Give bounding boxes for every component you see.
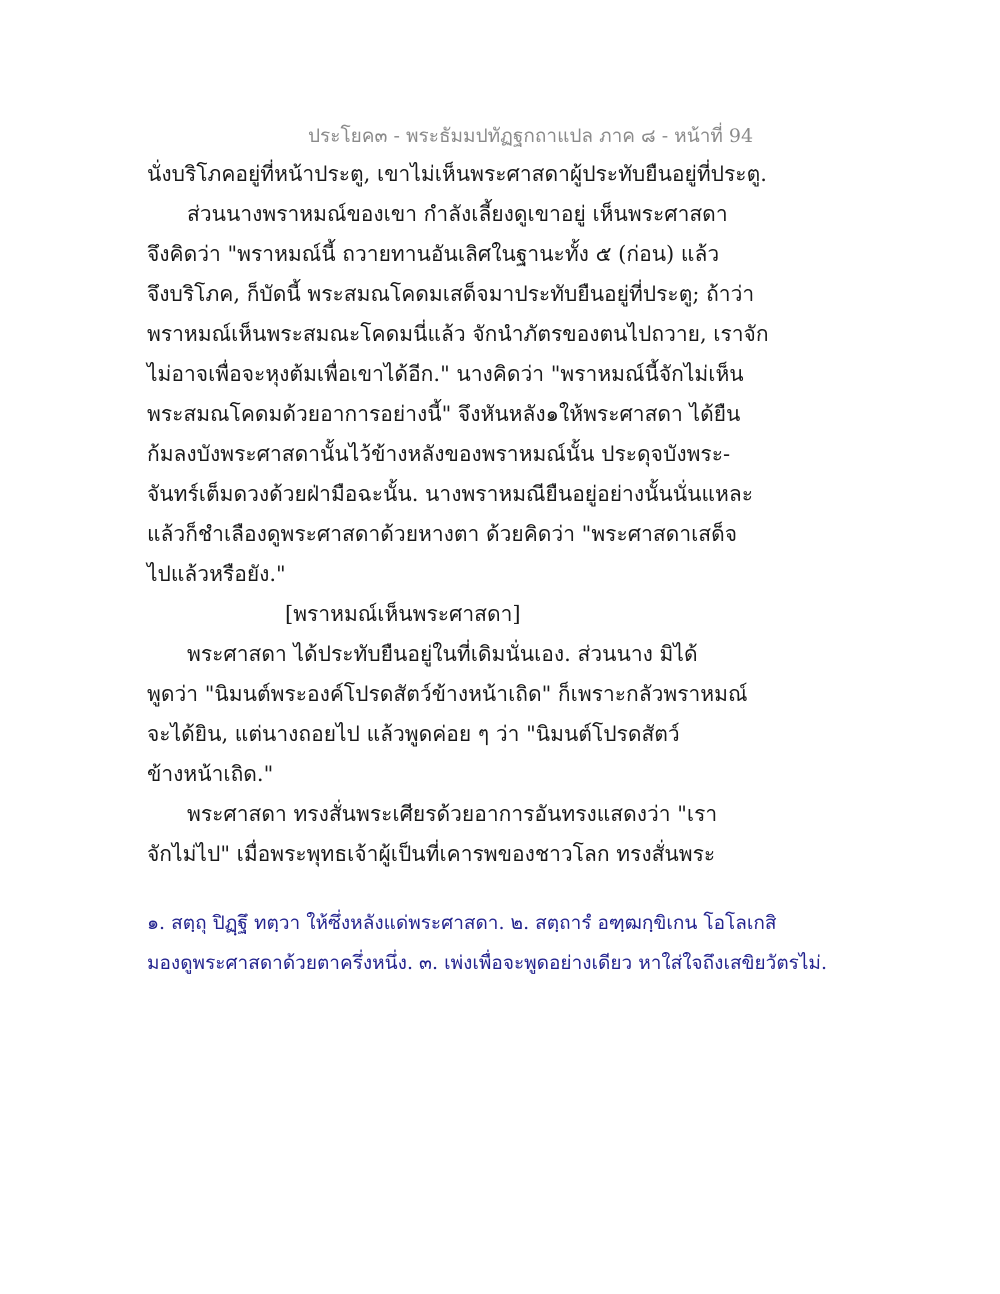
text-line: นั่งบริโภคอยู่ที่หน้าประตู, เขาไม่เห็นพระศาสดาผู้ประทับยืนอยู่ที่ประตู.	[147, 162, 767, 186]
text-line: จันทร์เต็มดวงด้วยฝ่ามือฉะนั้น. นางพราหมณียืนอยู่อย่างนั้นนั่นแหละ	[147, 482, 754, 506]
text-line: จะได้ยิน, แต่นางถอยไป แล้วพูดค่อย ๆ ว่า "นิมนต์โปรดสัตว์	[147, 722, 680, 746]
footnotes	[147, 903, 827, 983]
text-line: ไปแล้วหรือยัง."	[147, 562, 286, 586]
footnote-line: ๑. สตฺถุ ปิฏฺฐึ ทตฺวา ให้ซึ่งหลังแด่พระศาสดา. ๒. สตฺถารํ อฑฺฒกฺขิเกน โอโลเกสิ	[147, 912, 777, 934]
text-line: ส่วนนางพราหมณ์ของเขา กำลังเลี้ยงดูเขาอยู่ เห็นพระศาสดา	[187, 202, 728, 226]
text-line: พราหมณ์เห็นพระสมณะโคดมนี่แล้ว จักนำภัตรของตนไปถวาย, เราจัก	[147, 322, 769, 346]
text-line: พูดว่า "นิมนต์พระองค์โปรดสัตว์ข้างหน้าเถิด" ก็เพราะกลัวพราหมณ์	[147, 682, 748, 706]
section-heading: [พราหมณ์เห็นพระศาสดา]	[285, 602, 521, 626]
text-line: จักไม่ไป" เมื่อพระพุทธเจ้าผู้เป็นที่เคารพของชาวโลก ทรงสั่นพระ	[147, 842, 716, 866]
body-text	[147, 154, 767, 874]
text-line: จึงคิดว่า "พราหมณ์นี้ ถวายทานอันเลิศในฐานะทั้ง ๕ (ก่อน) แล้ว	[147, 242, 720, 266]
text-line: พระสมณโคดมด้วยอาการอย่างนี้" จึงหันหลัง๑ให้พระศาสดา ได้ยืน	[147, 402, 741, 426]
text-line: ก้มลงบังพระศาสดานั้นไว้ข้างหลังของพราหมณ์นั้น ประดุจบังพระ-	[147, 442, 731, 466]
text-line: ไม่อาจเพื่อจะหุงต้มเพื่อเขาได้อีก." นางคิดว่า "พราหมณ์นี้จักไม่เห็น	[147, 362, 744, 386]
running-header: ประโยค๓ - พระธัมมปทัฏฐกถาแปล ภาค ๘ - หน้าที่ 94	[308, 125, 754, 147]
text-line: แล้วก็ชำเลืองดูพระศาสดาด้วยหางตา ด้วยคิดว่า "พระศาสดาเสด็จ	[147, 522, 738, 546]
text-line: จึงบริโภค, ก็บัดนี้ พระสมณโคดมเสด็จมาประทับยืนอยู่ที่ประตู; ถ้าว่า	[147, 282, 755, 306]
text-line: ข้างหน้าเถิด."	[147, 762, 274, 786]
text-line: พระศาสดา ทรงสั่นพระเศียรด้วยอาการอันทรงแสดงว่า "เรา	[187, 802, 718, 826]
text-line: พระศาสดา ได้ประทับยืนอยู่ในที่เดิมนั่นเอง. ส่วนนาง มิได้	[187, 642, 698, 666]
footnote-line: มองดูพระศาสดาด้วยตาครึ่งหนึ่ง. ๓. เพ่งเพื่อจะพูดอย่างเดียว หาใส่ใจถึงเสขิยวัตรไม่.	[147, 952, 827, 974]
